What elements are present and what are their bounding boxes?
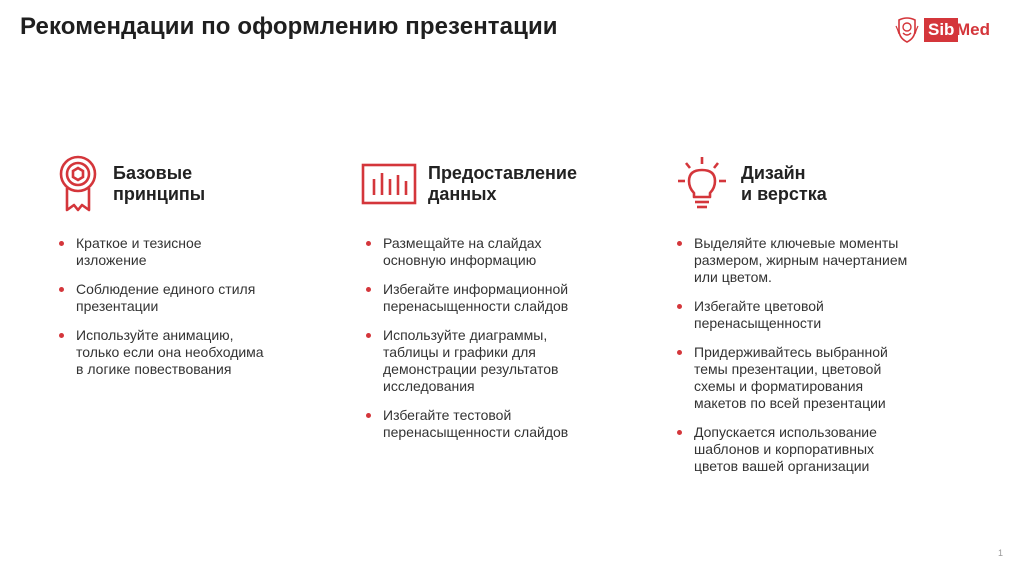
- page-number: 1: [997, 548, 1003, 558]
- bullet-dot: [677, 430, 682, 435]
- bullet-dot: [366, 333, 371, 338]
- bullet-dot: [366, 287, 371, 292]
- logo-sib: Sib: [924, 18, 958, 42]
- column-title: Предоставление данных: [428, 163, 577, 204]
- bullet-dot: [366, 241, 371, 246]
- bullet-dot: [59, 333, 64, 338]
- list-item: Придерживайтесь выбранной темы презентации, цветовой схемы и форматирования макетов по всей презентации: [677, 344, 977, 412]
- bullet-dot: [366, 413, 371, 418]
- bullet-dot: [59, 287, 64, 292]
- bar-chart-icon: [360, 155, 418, 215]
- bullet-list: [366, 235, 666, 453]
- column-title: Дизайн и верстка: [741, 163, 827, 204]
- list-item: Избегайте цветовой перенасыщенности: [677, 298, 977, 332]
- logo-med: Med: [956, 20, 990, 39]
- column-basic-principles: [55, 155, 355, 377]
- column-title: Базовые принципы: [113, 163, 206, 204]
- list-item: Размещайте на слайдах основную информацию: [366, 235, 666, 269]
- list-item: Избегайте тестовой перенасыщенности слайдов: [366, 407, 666, 441]
- bullet-dot: [677, 304, 682, 309]
- bullet-list: [59, 235, 359, 390]
- lightbulb-icon: [676, 155, 728, 215]
- list-item: Используйте анимацию, только если она необходима в логике повествования: [59, 327, 359, 378]
- list-item: Используйте диаграммы, таблицы и графики для демонстрации результатов исследования: [366, 327, 666, 395]
- slide-title: Рекомендации по оформлению презентации: [20, 13, 558, 40]
- bullet-list: [677, 235, 977, 487]
- list-item: Соблюдение единого стиля презентации: [59, 281, 359, 315]
- medal-hexagon-icon: [55, 155, 101, 215]
- list-item: Краткое и тезисное изложение: [59, 235, 359, 269]
- bullet-dot: [677, 350, 682, 355]
- bullet-dot: [677, 241, 682, 246]
- list-item: Выделяйте ключевые моменты размером, жирным начертанием или цветом.: [677, 235, 977, 286]
- column-data-presentation: [360, 155, 660, 440]
- crest-icon: [895, 16, 919, 44]
- list-item: Допускается использование шаблонов и корпоративных цветов вашей организации: [677, 424, 977, 475]
- column-design-layout: [676, 155, 976, 474]
- list-item: Избегайте информационной перенасыщенности слайдов: [366, 281, 666, 315]
- bullet-dot: [59, 241, 64, 246]
